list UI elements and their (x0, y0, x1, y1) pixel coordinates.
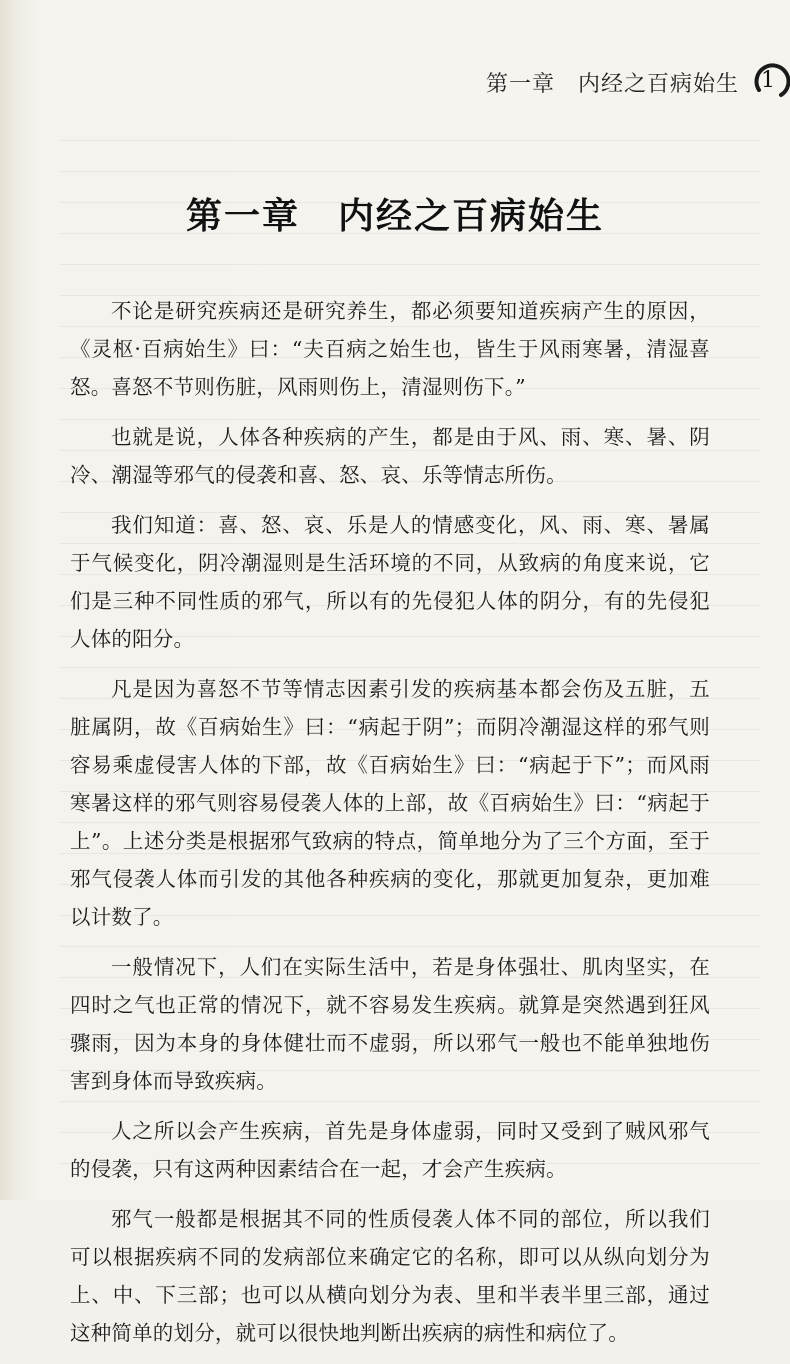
running-header (486, 62, 790, 102)
paragraph: 邪气一般都是根据其不同的性质侵袭人体不同的部位，所以我们可以根据疾病不同的发病部位来确定它的名称，即可以从纵向划分为上、中、下三部；也可以从横向划分为表、里和半表半里三部，通过这种简单的划分，就可以很快地判断出疾病的病性和病位了。 (70, 1207, 710, 1345)
paragraph: 一般情况下，人们在实际生活中，若是身体强壮、肌肉坚实，在四时之气也正常的情况下，就不容易发生疾病。就算是突然遇到狂风骤雨，因为本身的身体健壮而不虚弱，所以邪气一般也不能单独地伤害到身体而导致疾病。 (70, 955, 710, 1093)
page-number: 1 (761, 68, 776, 93)
paragraph: 我们知道：喜、怒、哀、乐是人的情感变化，风、雨、寒、暑属于气候变化，阴冷潮湿则是生活环境的不同，从致病的角度来说，它们是三种不同性质的邪气，所以有的先侵犯人体的阴分，有的先侵犯人体的阳分。 (70, 513, 710, 651)
paragraph: 人之所以会产生疾病，首先是身体虚弱，同时又受到了贼风邪气的侵袭，只有这两种因素结合在一起，才会产生疾病。 (70, 1119, 710, 1181)
page-number-mark (751, 62, 790, 102)
running-header-title: 第一章 内经之百病始生 (486, 71, 740, 97)
paragraph: 凡是因为喜怒不节等情志因素引发的疾病基本都会伤及五脏，五脏属阴，故《百病始生》曰：“病起于阴”；而阴冷潮湿这样的邪气则容易乘虚侵害人体的下部，故《百病始生》曰：“病起于下”；而风雨寒暑这样的邪气则容易侵袭人体的上部，故《百病始生》曰：“病起于上”。上述分类是根据邪气致病的特点，简单地分为了三个方面，至于邪气侵袭人体而引发的其他各种疾病的变化，那就更加复杂，更加难以计数了。 (70, 677, 710, 929)
chapter-title: 第一章 内经之百病始生 (185, 196, 604, 237)
body-text (70, 292, 710, 1364)
paragraph: 也就是说，人体各种疾病的产生，都是由于风、雨、寒、暑、阴冷、潮湿等邪气的侵袭和喜、怒、哀、乐等情志所伤。 (70, 425, 710, 487)
paragraph: 不论是研究疾病还是研究养生，都必须要知道疾病产生的原因，《灵枢·百病始生》曰：“夫百病之始生也，皆生于风雨寒暑，清湿喜怒。喜怒不节则伤脏，风雨则伤上，清湿则伤下。” (70, 299, 710, 399)
